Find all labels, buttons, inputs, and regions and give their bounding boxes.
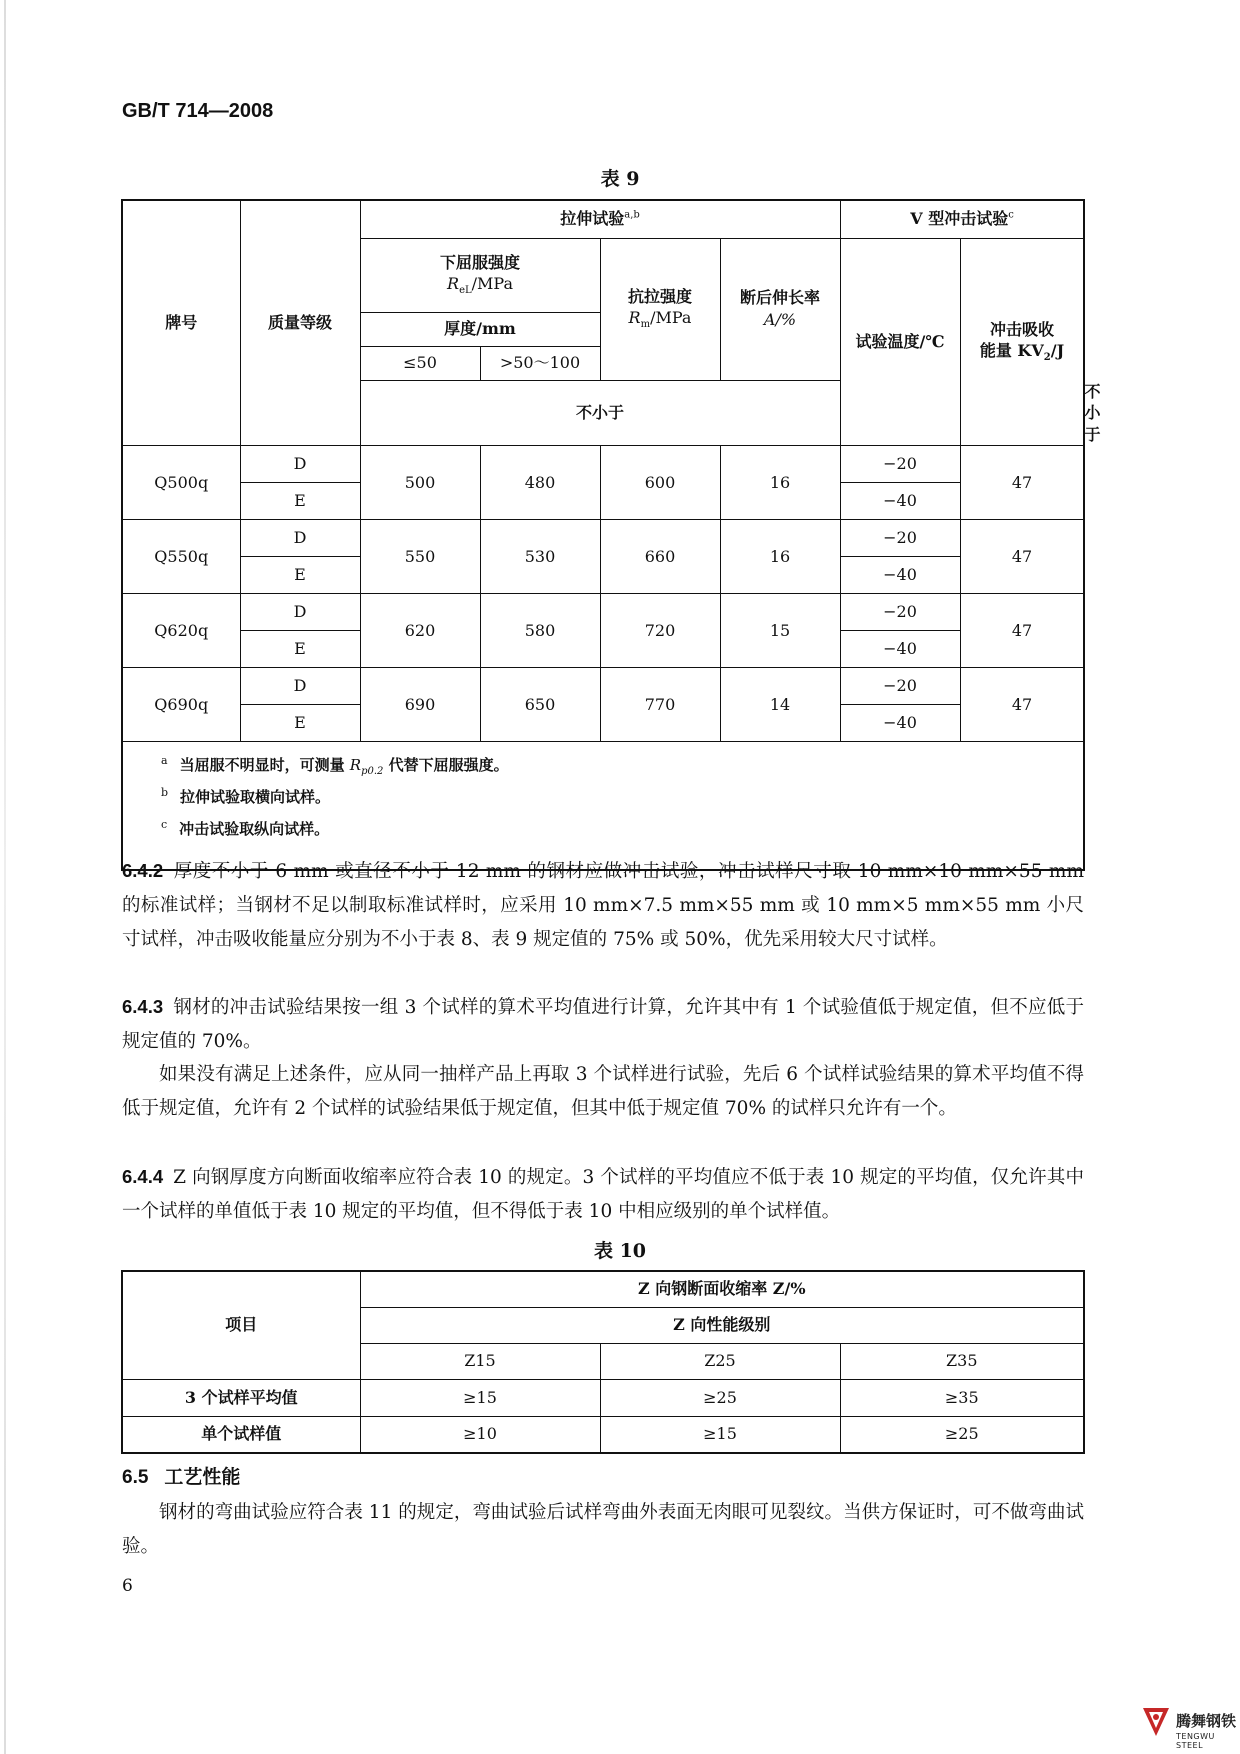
section-6-5-text: 钢材的弯曲试验应符合表 11 的规定，弯曲试验后试样弯曲外表面无肉眼可见裂纹。当供方保证时，可不做弯曲试验。 <box>122 1502 1084 1557</box>
table-row <box>122 1416 1084 1453</box>
temp-cell: −20 <box>840 668 960 705</box>
section-number: 6.4.3 <box>122 996 164 1017</box>
quality-cell: E <box>240 631 360 668</box>
table-row <box>122 520 1084 557</box>
yield-2-cell: 530 <box>480 520 600 594</box>
section-6-4-4 <box>122 1160 1084 1229</box>
elong-label: 断后伸长率 <box>739 288 820 308</box>
table9-notes <box>122 742 1084 870</box>
energy-cell: 47 <box>960 520 1084 594</box>
energy-cell: 47 <box>960 594 1084 668</box>
value-cell: ≥15 <box>600 1416 840 1453</box>
yield-2-cell: 480 <box>480 446 600 520</box>
grade-cell: Q550q <box>122 520 240 594</box>
temp-cell: −40 <box>840 483 960 520</box>
table-row <box>122 446 1084 483</box>
scan-edge <box>4 0 6 1754</box>
row-label: 单个试样值 <box>122 1416 360 1453</box>
section-6-4-3 <box>122 990 1084 1059</box>
grade-cell: Q500q <box>122 446 240 520</box>
tensile-symbol: $R_m$/MPa <box>628 308 692 331</box>
quality-cell: D <box>240 520 360 557</box>
header-tensile-strength <box>600 238 720 380</box>
temp-cell: −20 <box>840 446 960 483</box>
header-grade: 牌号 <box>122 200 240 446</box>
temp-cell: −40 <box>840 631 960 668</box>
section-text: Z 向钢厚度方向断面收缩率应符合表 10 的规定。3 个试样的平均值应不低于表 10 规定的平均值，仅允许其中一个试样的单值低于表 10 规定的平均值，但不得低于表 10 中相应级别的单个试样值。 <box>122 1167 1084 1222</box>
level-cell: Z25 <box>600 1343 840 1379</box>
section-text: 厚度不小于 6 mm 或直径不小于 12 mm 的钢材应做冲击试验，冲击试样尺寸取 10 mm×10 mm×55 mm 的标准试样；当钢材不足以制取标准试样时，应采用 10 mm×7.5 mm×55 mm 或 10 mm×5 mm×55 mm 小尺寸试样，冲击吸收能量应分别为不小于表 8、表 9 规定值的 75% 或 50%，优先采用较大尺寸试样。 <box>122 861 1084 950</box>
elongation-cell: 15 <box>720 594 840 668</box>
tensile-group-label: 拉伸试验 <box>560 209 625 229</box>
level-cell: Z35 <box>840 1343 1084 1379</box>
standard-code: GB/T 714—2008 <box>122 100 274 122</box>
logo-cn: 腾舞钢铁 <box>1176 1712 1237 1730</box>
elongation-cell: 16 <box>720 520 840 594</box>
tensile-label: 抗拉强度 <box>627 286 692 306</box>
table9-title: 表 9 <box>600 168 640 190</box>
header-thick-2: >50～100 <box>480 346 600 380</box>
header-thick-1: ≤50 <box>360 346 480 380</box>
impact-group-note: c <box>1008 210 1014 222</box>
header-test-temp: 试验温度/℃ <box>840 238 960 446</box>
table-row <box>122 668 1084 705</box>
company-logo <box>1140 1700 1240 1752</box>
energy-label-2: 能量 $KV_2/J$ <box>979 341 1065 364</box>
quality-cell: E <box>240 705 360 742</box>
section-text: 钢材的冲击试验结果按一组 3 个试样的算术平均值进行计算，允许其中有 1 个试验值低于规定值，但不应低于规定值的 70%。 <box>122 997 1084 1052</box>
yield-1-cell: 500 <box>360 446 480 520</box>
yield-label: 下屈服强度 <box>439 252 520 272</box>
header-yield <box>360 238 600 312</box>
table10-title: 表 10 <box>593 1240 647 1262</box>
energy-cell: 47 <box>960 446 1084 520</box>
quality-cell: E <box>240 557 360 594</box>
note-a: $^a$ 当屈服不明显时，可测量 $R_{p0.2}$ 代替下屈服强度。 <box>161 754 509 778</box>
page-number: 6 <box>122 1576 133 1596</box>
header-z-level: Z 向性能级别 <box>360 1307 1084 1343</box>
section-6-5-heading <box>122 1462 240 1489</box>
tensile-group-note: a,b <box>624 210 640 222</box>
header-quality: 质量等级 <box>240 200 360 446</box>
section-number: 6.4.2 <box>122 860 164 881</box>
header-z-reduction: Z 向钢断面收缩率 Z/% <box>360 1271 1084 1307</box>
energy-label-1: 冲击吸收 <box>990 319 1055 339</box>
quality-cell: D <box>240 594 360 631</box>
section-6-4-2 <box>122 854 1084 957</box>
header-item: 项目 <box>122 1271 360 1379</box>
section-number: 6.4.4 <box>122 1166 164 1187</box>
yield-2-cell: 650 <box>480 668 600 742</box>
header-impact-group <box>840 200 1084 238</box>
note-b: $^b$ 拉伸试验取横向试样。 <box>161 786 331 807</box>
elongation-cell: 14 <box>720 668 840 742</box>
tensile-cell: 660 <box>600 520 720 594</box>
quality-cell: D <box>240 668 360 705</box>
logo-mark-icon <box>1140 1704 1172 1740</box>
value-cell: ≥10 <box>360 1416 600 1453</box>
header-not-less-1: 不小于 <box>360 380 840 446</box>
tensile-cell: 720 <box>600 594 720 668</box>
yield-1-cell: 690 <box>360 668 480 742</box>
section-6-4-3-para2: 如果没有满足上述条件，应从同一抽样产品上再取 3 个试样进行试验，先后 6 个试样试验结果的算术平均值不得低于规定值，允许有 2 个试样的试验结果低于规定值，但其中低于规定值 70% 的试样只允许有一个。 <box>122 1064 1084 1119</box>
temp-cell: −20 <box>840 594 960 631</box>
section-title: 工艺性能 <box>164 1466 241 1488</box>
yield-symbol: $R_{eL}$/MPa <box>447 274 513 297</box>
value-cell: ≥25 <box>600 1379 840 1416</box>
temp-cell: −40 <box>840 557 960 594</box>
yield-1-cell: 550 <box>360 520 480 594</box>
header-impact-energy <box>960 238 1084 446</box>
note-c: $^c$ 冲击试验取纵向试样。 <box>161 818 330 839</box>
elong-symbol: A/% <box>763 310 797 329</box>
tensile-cell: 600 <box>600 446 720 520</box>
quality-cell: E <box>240 483 360 520</box>
grade-cell: Q690q <box>122 668 240 742</box>
temp-cell: −40 <box>840 705 960 742</box>
table9: 牌号 质量等级 拉伸试验$^{a,b}$ V 型冲击试验$^c$ 下屈服强度 $R_{eL}$/MPa 抗拉强度 $R_m$/MPa 断后伸长率 A/% 试验温度/℃ 冲击吸收 能量 $KV_2/J$ 厚度/mm ≤50 >50～100 不小于 不小于 Q500q D 500 480 600 16 −20 47 E −40 Q550q D 550 530 660 16 −20 47 E −40 Q620q D 620 580 720 15 −20 47 E −40 Q690q D 690 650 770 14 −20 47 E −40 $^a$ 当屈服不明显时，可测量 $R_{p0.2}$ 代替下屈服强度。 $^b$ 拉伸试验取横向试样。 $^c$ 冲击试验取纵向试样。 <box>121 199 1085 871</box>
header-thickness: 厚度/mm <box>360 312 600 346</box>
temp-cell: −20 <box>840 520 960 557</box>
impact-group-label: V 型冲击试验 <box>910 209 1009 229</box>
row-label: 3 个试样平均值 <box>122 1379 360 1416</box>
section-number: 6.5 <box>122 1467 149 1488</box>
grade-cell: Q620q <box>122 594 240 668</box>
logo-en: TENGWU STEEL <box>1176 1732 1215 1750</box>
value-cell: ≥15 <box>360 1379 600 1416</box>
value-cell: ≥35 <box>840 1379 1084 1416</box>
quality-cell: D <box>240 446 360 483</box>
value-cell: ≥25 <box>840 1416 1084 1453</box>
yield-2-cell: 580 <box>480 594 600 668</box>
table-row <box>122 1379 1084 1416</box>
table10 <box>121 1270 1085 1454</box>
level-cell: Z15 <box>360 1343 600 1379</box>
yield-1-cell: 620 <box>360 594 480 668</box>
header-elongation <box>720 238 840 380</box>
energy-cell: 47 <box>960 668 1084 742</box>
tensile-cell: 770 <box>600 668 720 742</box>
elongation-cell: 16 <box>720 446 840 520</box>
table-row <box>122 594 1084 631</box>
header-tensile-group <box>360 200 840 238</box>
